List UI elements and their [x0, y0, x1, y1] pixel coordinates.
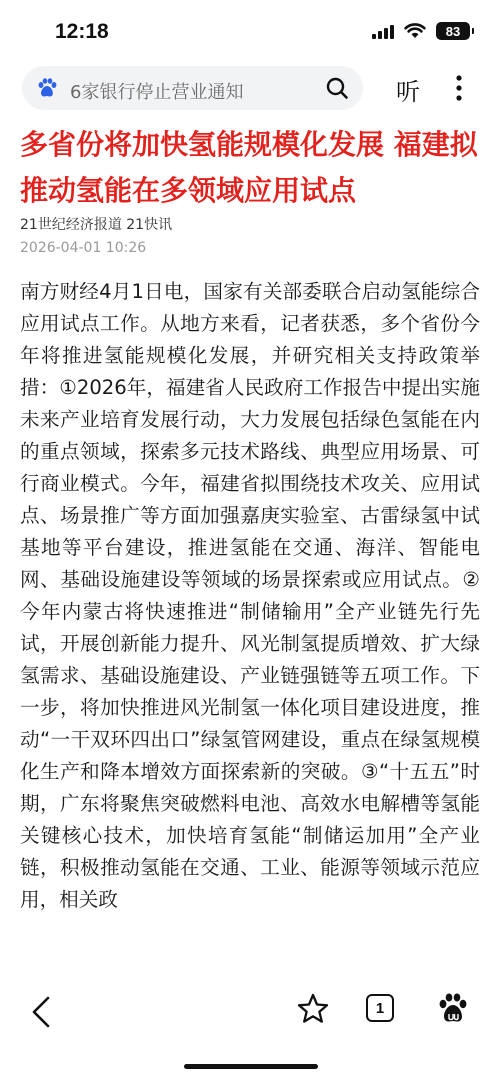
tab-count: 1	[375, 999, 385, 1017]
status-bar	[0, 0, 500, 62]
baidu-app-icon[interactable]	[436, 992, 470, 1026]
signal-icon	[372, 23, 394, 39]
article-source[interactable]: 21世纪经济报道 21快讯	[20, 217, 173, 233]
star-icon[interactable]	[296, 992, 330, 1026]
home-indicator[interactable]	[184, 1064, 318, 1069]
baidu-paw-icon	[36, 77, 58, 99]
search-icon[interactable]	[325, 76, 349, 100]
article-timestamp: 2026-04-01 10:26	[20, 240, 147, 256]
search-query[interactable]: 6家银行停止营业通知	[70, 82, 244, 103]
search-row	[0, 66, 500, 112]
battery-icon: 83	[436, 22, 470, 40]
status-icons	[372, 22, 470, 40]
back-icon[interactable]	[28, 992, 56, 1032]
more-icon[interactable]	[454, 74, 464, 102]
listen-button[interactable]: 听	[396, 78, 420, 106]
article-body: 南方财经4月1日电，国家有关部委联合启动氢能综合应用试点工作。从地方来看，记者获悉，多个省份今年将推进氢能规模化发展，并研究相关支持政策举措：①2026年，福建省人民政府工作报告中提出实施未来产业培育发展行动，大力发展包括绿色氢能在内的重点领域，探索多元技术路线、典型应用场景、可行商业模式。今年，福建省拟围绕技术攻关、应用试点、场景推广等方面加强嘉庚实验室、古雷绿氢中试基地等平台建设，推进氢能在交通、海洋、智能电网、基础设施建设等领域的场景探索或应用试点。②今年内蒙古将快速推进“制储输用”全产业链先行先试，开展创新能力提升、风光制氢提质增效、扩大绿氢需求、基础设施建设、产业链强链等五项工作。下一步，将加快推进风光制氢一体化项目建设进度，推动“一干双环四出口”绿氢管网建设，重点在绿氢规模化生产和降本增效方面探索新的突破。③“十五五”时期，广东将聚焦突破燃料电池、高效水电解槽等氢能关键核心技术，加快培育氢能“制储运加用”全产业链，积极推动氢能在交通、工业、能源等领域示范应用，相关政	[20, 280, 480, 911]
content-fade	[0, 958, 500, 984]
status-time: 12:18	[55, 20, 109, 43]
wifi-icon	[404, 23, 426, 39]
search-box[interactable]	[22, 66, 363, 110]
article-headline: 多省份将加快氢能规模化发展 福建拟推动氢能在多领域应用试点	[20, 128, 478, 207]
tabs-icon[interactable]	[366, 994, 394, 1022]
